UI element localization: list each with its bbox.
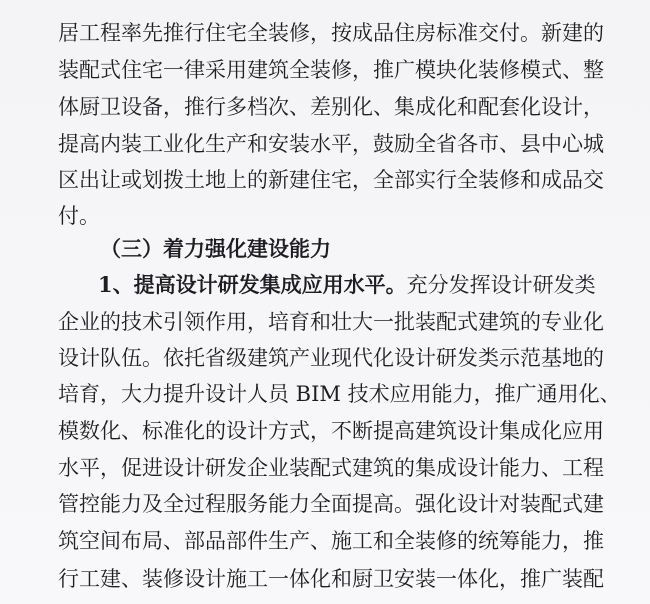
text-line: 设计队伍。依托省级建筑产业现代化设计研发类示范基地的 <box>58 346 604 370</box>
text-line: 提高内装工业化生产和安装水平，鼓励全省各市、县中心城 <box>58 132 604 156</box>
item-title: 1、提高设计研发集成应用水平。 <box>98 272 407 297</box>
text-line: 企业的技术引领作用，培育和壮大一批装配式建筑的专业化 <box>58 310 604 334</box>
text-line: 模数化、标准化的设计方式，不断提高建筑设计集成化应用 <box>58 419 604 443</box>
text-line: 筑空间布局、部品部件生产、施工和全装修的统筹能力，推 <box>58 529 604 553</box>
text-line: 装配式住宅一律采用建筑全装修，推广模块化装修模式、整 <box>58 58 604 82</box>
text-line: 付。 <box>58 204 100 228</box>
text-line: 水平，促进设计研发企业装配式建筑的集成设计能力、工程 <box>58 456 604 480</box>
item-text: 充分发挥设计研发类 <box>406 273 596 297</box>
text-line: 培育，大力提升设计人员 BIM 技术应用能力，推广通用化、 <box>58 382 621 406</box>
section-heading: （三）着力强化建设能力 <box>100 236 331 261</box>
text-line: 体厨卫设备，推行多档次、差别化、集成化和配套化设计， <box>58 95 604 119</box>
text-line: 行工建、装修设计施工一体化和厨卫安装一体化，推广装配 <box>58 567 604 591</box>
text-line: 居工程率先推行住宅全装修，按成品住房标准交付。新建的 <box>58 21 604 45</box>
text-line: 管控能力及全过程服务能力全面提高。强化设计对装配式建 <box>58 492 604 516</box>
item-first-line <box>98 272 596 298</box>
text-line: 区出让或划拨土地上的新建住宅，全部实行全装修和成品交 <box>58 168 604 192</box>
